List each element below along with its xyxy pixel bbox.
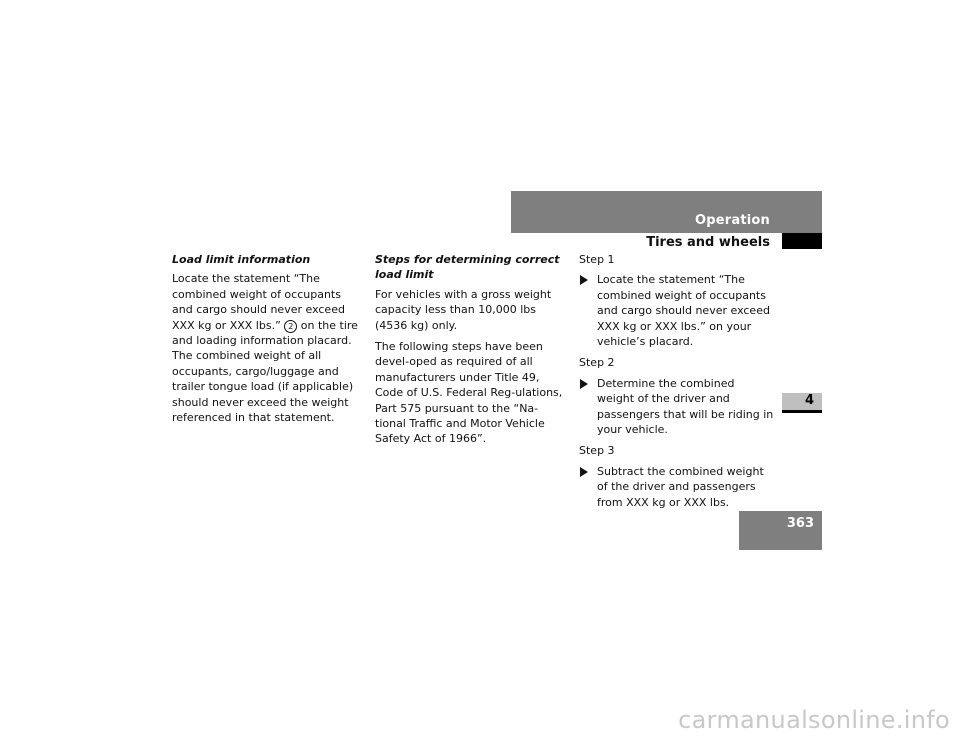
- load-limit-heading: Load limit information: [172, 253, 311, 266]
- section-title: Operation: [694, 213, 770, 228]
- step-3-instruction: [579, 464, 775, 510]
- triangle-bullet-icon: [580, 467, 588, 477]
- circled-number-marker: 2: [284, 320, 297, 333]
- steps-heading: Steps for determining correct load limit: [375, 253, 560, 282]
- steps-intro-paragraph-1: For vehicles with a gross weight capacity less than 10,000 lbs (4536 kg) only.: [375, 287, 552, 332]
- step-1-text: Locate the statement “The combined weight of occupants and cargo should never exceed XXX kg or XXX lbs.” on your vehicle’s placard.: [597, 273, 770, 349]
- chapter-tab: [782, 393, 822, 413]
- column-steps-intro: [375, 252, 567, 453]
- step-3-label: Step 3: [579, 444, 615, 458]
- steps-intro-paragraph-2: The following steps have been devel-oped as required of all manufacturers under Title 49, Code of U.S. Federal Reg-ulations, Part 575 pursuant to the “Na-tional Traffic and Motor Vehicle Safety Act of 1966”.: [375, 340, 563, 446]
- page-number-box: [739, 511, 822, 550]
- chapter-number: 4: [804, 393, 814, 408]
- load-limit-paragraph: [172, 271, 362, 425]
- section-subtitle: Tires and wheels: [646, 235, 770, 250]
- section-header-box: [511, 191, 822, 233]
- step-3-text: Subtract the combined weight of the driver and passengers from XXX kg or XXX lbs.: [597, 464, 764, 509]
- column-steps-list: [579, 252, 775, 516]
- load-limit-text-part1: Locate the statement “The combined weight of occupants and cargo should never exceed XXX kg or XXX lbs.”: [172, 272, 345, 332]
- step-1-label: Step 1: [579, 253, 615, 266]
- step-1-instruction: [579, 272, 775, 349]
- column-load-limit: [172, 252, 362, 431]
- header-tab-marker: [782, 233, 822, 249]
- load-limit-text-part2: on the tire and loading information placard. The combined weight of all occupants, cargo/luggage and trailer tongue load (if applicable) should never exceed the weight referenced in that statement.: [172, 318, 358, 425]
- page-number: 363: [786, 516, 814, 531]
- triangle-bullet-icon: [580, 275, 588, 285]
- step-2-label: Step 2: [579, 356, 615, 370]
- step-2-instruction: [579, 376, 775, 438]
- watermark-text: carmanualsonline.info: [678, 706, 950, 734]
- step-2-text: Determine the combined weight of the driver and passengers that will be riding in your vehicle.: [597, 376, 774, 437]
- triangle-bullet-icon: [580, 379, 588, 389]
